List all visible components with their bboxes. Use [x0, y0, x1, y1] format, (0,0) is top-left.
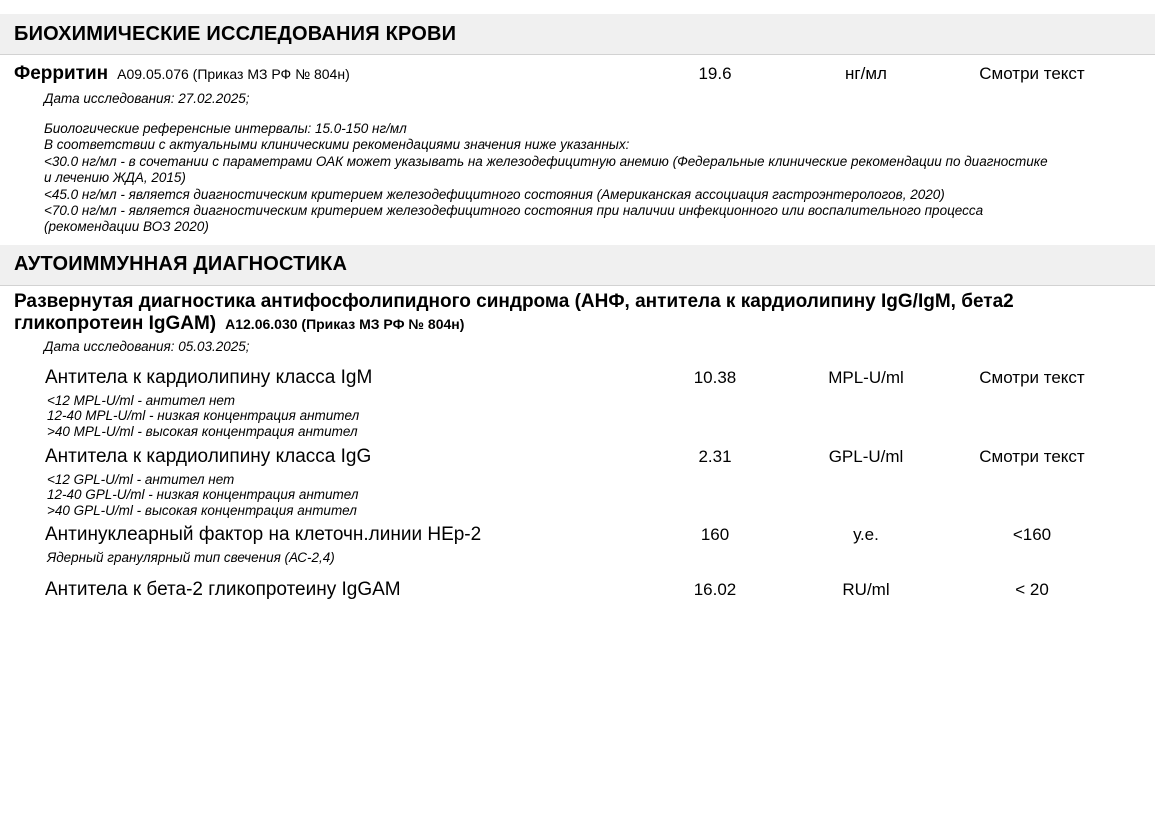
test-name: Антитела к бета-2 гликопротеину IgGAM: [45, 579, 401, 600]
note-line: >40 GPL-U/ml - высокая концентрация антител: [47, 502, 357, 518]
study-date: Дата исследования: 27.02.2025;: [44, 91, 250, 106]
note-line: Биологические референсные интервалы: 15.0-150 нг/мл: [44, 121, 407, 136]
note-line: <70.0 нг/мл - является диагностическим критерием железодефицитного состояния при наличии инфекционного или воспалительного процесса: [44, 203, 984, 219]
reference-value: Смотри текст: [979, 64, 1085, 83]
test-code: А09.05.076 (Приказ МЗ РФ № 804н): [117, 66, 350, 82]
test-notes: [0, 472, 1170, 519]
units-value: у.е.: [853, 525, 879, 545]
result-value: 160: [700, 525, 730, 545]
note-line: <30.0 нг/мл - в сочетании с параметрами ОАК может указывать на железодефицитную анемию (Федеральные клинические рекомендации по диагностике: [44, 153, 1048, 169]
units-value: RU/ml: [842, 580, 890, 599]
panel-title-line2: гликопротеин IgGAM) А12.06.030 (Приказ МЗ РФ № 804н): [14, 312, 465, 334]
reference-value: Смотри текст: [979, 367, 1085, 387]
test-row-cardiolipin-igm: [0, 367, 1170, 389]
result-value: 10.38: [693, 367, 737, 387]
reference-value: < 20: [1015, 580, 1049, 599]
units-value: GPL-U/ml: [828, 446, 904, 466]
panel-code: А12.06.030 (Приказ МЗ РФ № 804н): [225, 315, 465, 332]
section-header-text: АУТОИММУННАЯ ДИАГНОСТИКА: [14, 253, 348, 276]
section-header-biochem: [0, 14, 1155, 55]
note-line: 12-40 GPL-U/ml - низкая концентрация антител: [47, 487, 359, 503]
result-value: 16.02: [693, 580, 737, 599]
test-name: Ферритин: [14, 63, 109, 84]
test-name: Антинуклеарный фактор на клеточн.линии HEp-2: [45, 524, 482, 546]
test-notes: [0, 550, 1170, 566]
note-line: Ядерный гранулярный тип свечения (АС-2,4): [47, 550, 335, 566]
note-line: (рекомендации ВОЗ 2020): [44, 219, 209, 235]
result-value: 19.6: [698, 64, 732, 83]
test-row-ferritin: [0, 63, 1170, 85]
section-header-text: БИОХИМИЧЕСКИЕ ИССЛЕДОВАНИЯ КРОВИ: [14, 22, 457, 45]
panel-title: [0, 291, 1170, 335]
note-line: В соответствии с актуальными клиническими рекомендациями значения ниже указанных:: [44, 137, 630, 153]
note-line: <12 MPL-U/ml - антител нет: [47, 392, 236, 408]
note-line: >40 MPL-U/ml - высокая концентрация антител: [47, 424, 358, 440]
test-name-cell: [14, 63, 620, 85]
test-name: Антитела к кардиолипину класса IgM: [45, 366, 373, 388]
panel-title-line1: Развернутая диагностика антифосфолипидного синдрома (АНФ, антитела к кардиолипину IgG/IgM, бета2: [14, 290, 1014, 312]
units-value: нг/мл: [845, 64, 887, 83]
note-line: и лечению ЖДА, 2015): [44, 170, 186, 186]
study-date: Дата исследования: 05.03.2025;: [44, 338, 250, 354]
test-row-anf-hep2: [0, 524, 1170, 546]
note-line: <45.0 нг/мл - является диагностическим критерием железодефицитного состояния (Американская ассоциация гастроэнтерологов, 2020): [44, 186, 945, 202]
note-line: 12-40 MPL-U/ml - низкая концентрация антител: [47, 408, 360, 424]
test-row-beta2-glycoprotein: [0, 579, 1170, 601]
reference-value: <160: [1012, 525, 1052, 545]
ferritin-notes: [0, 121, 1170, 236]
result-value: 2.31: [698, 446, 732, 466]
reference-value: Смотри текст: [979, 446, 1085, 466]
test-name: Антитела к кардиолипину класса IgG: [45, 445, 372, 467]
section-header-autoimmune: [0, 245, 1155, 286]
units-value: MPL-U/ml: [828, 367, 904, 387]
test-notes: [0, 393, 1170, 440]
note-line: <12 GPL-U/ml - антител нет: [47, 471, 235, 487]
test-row-cardiolipin-igg: [0, 446, 1170, 468]
